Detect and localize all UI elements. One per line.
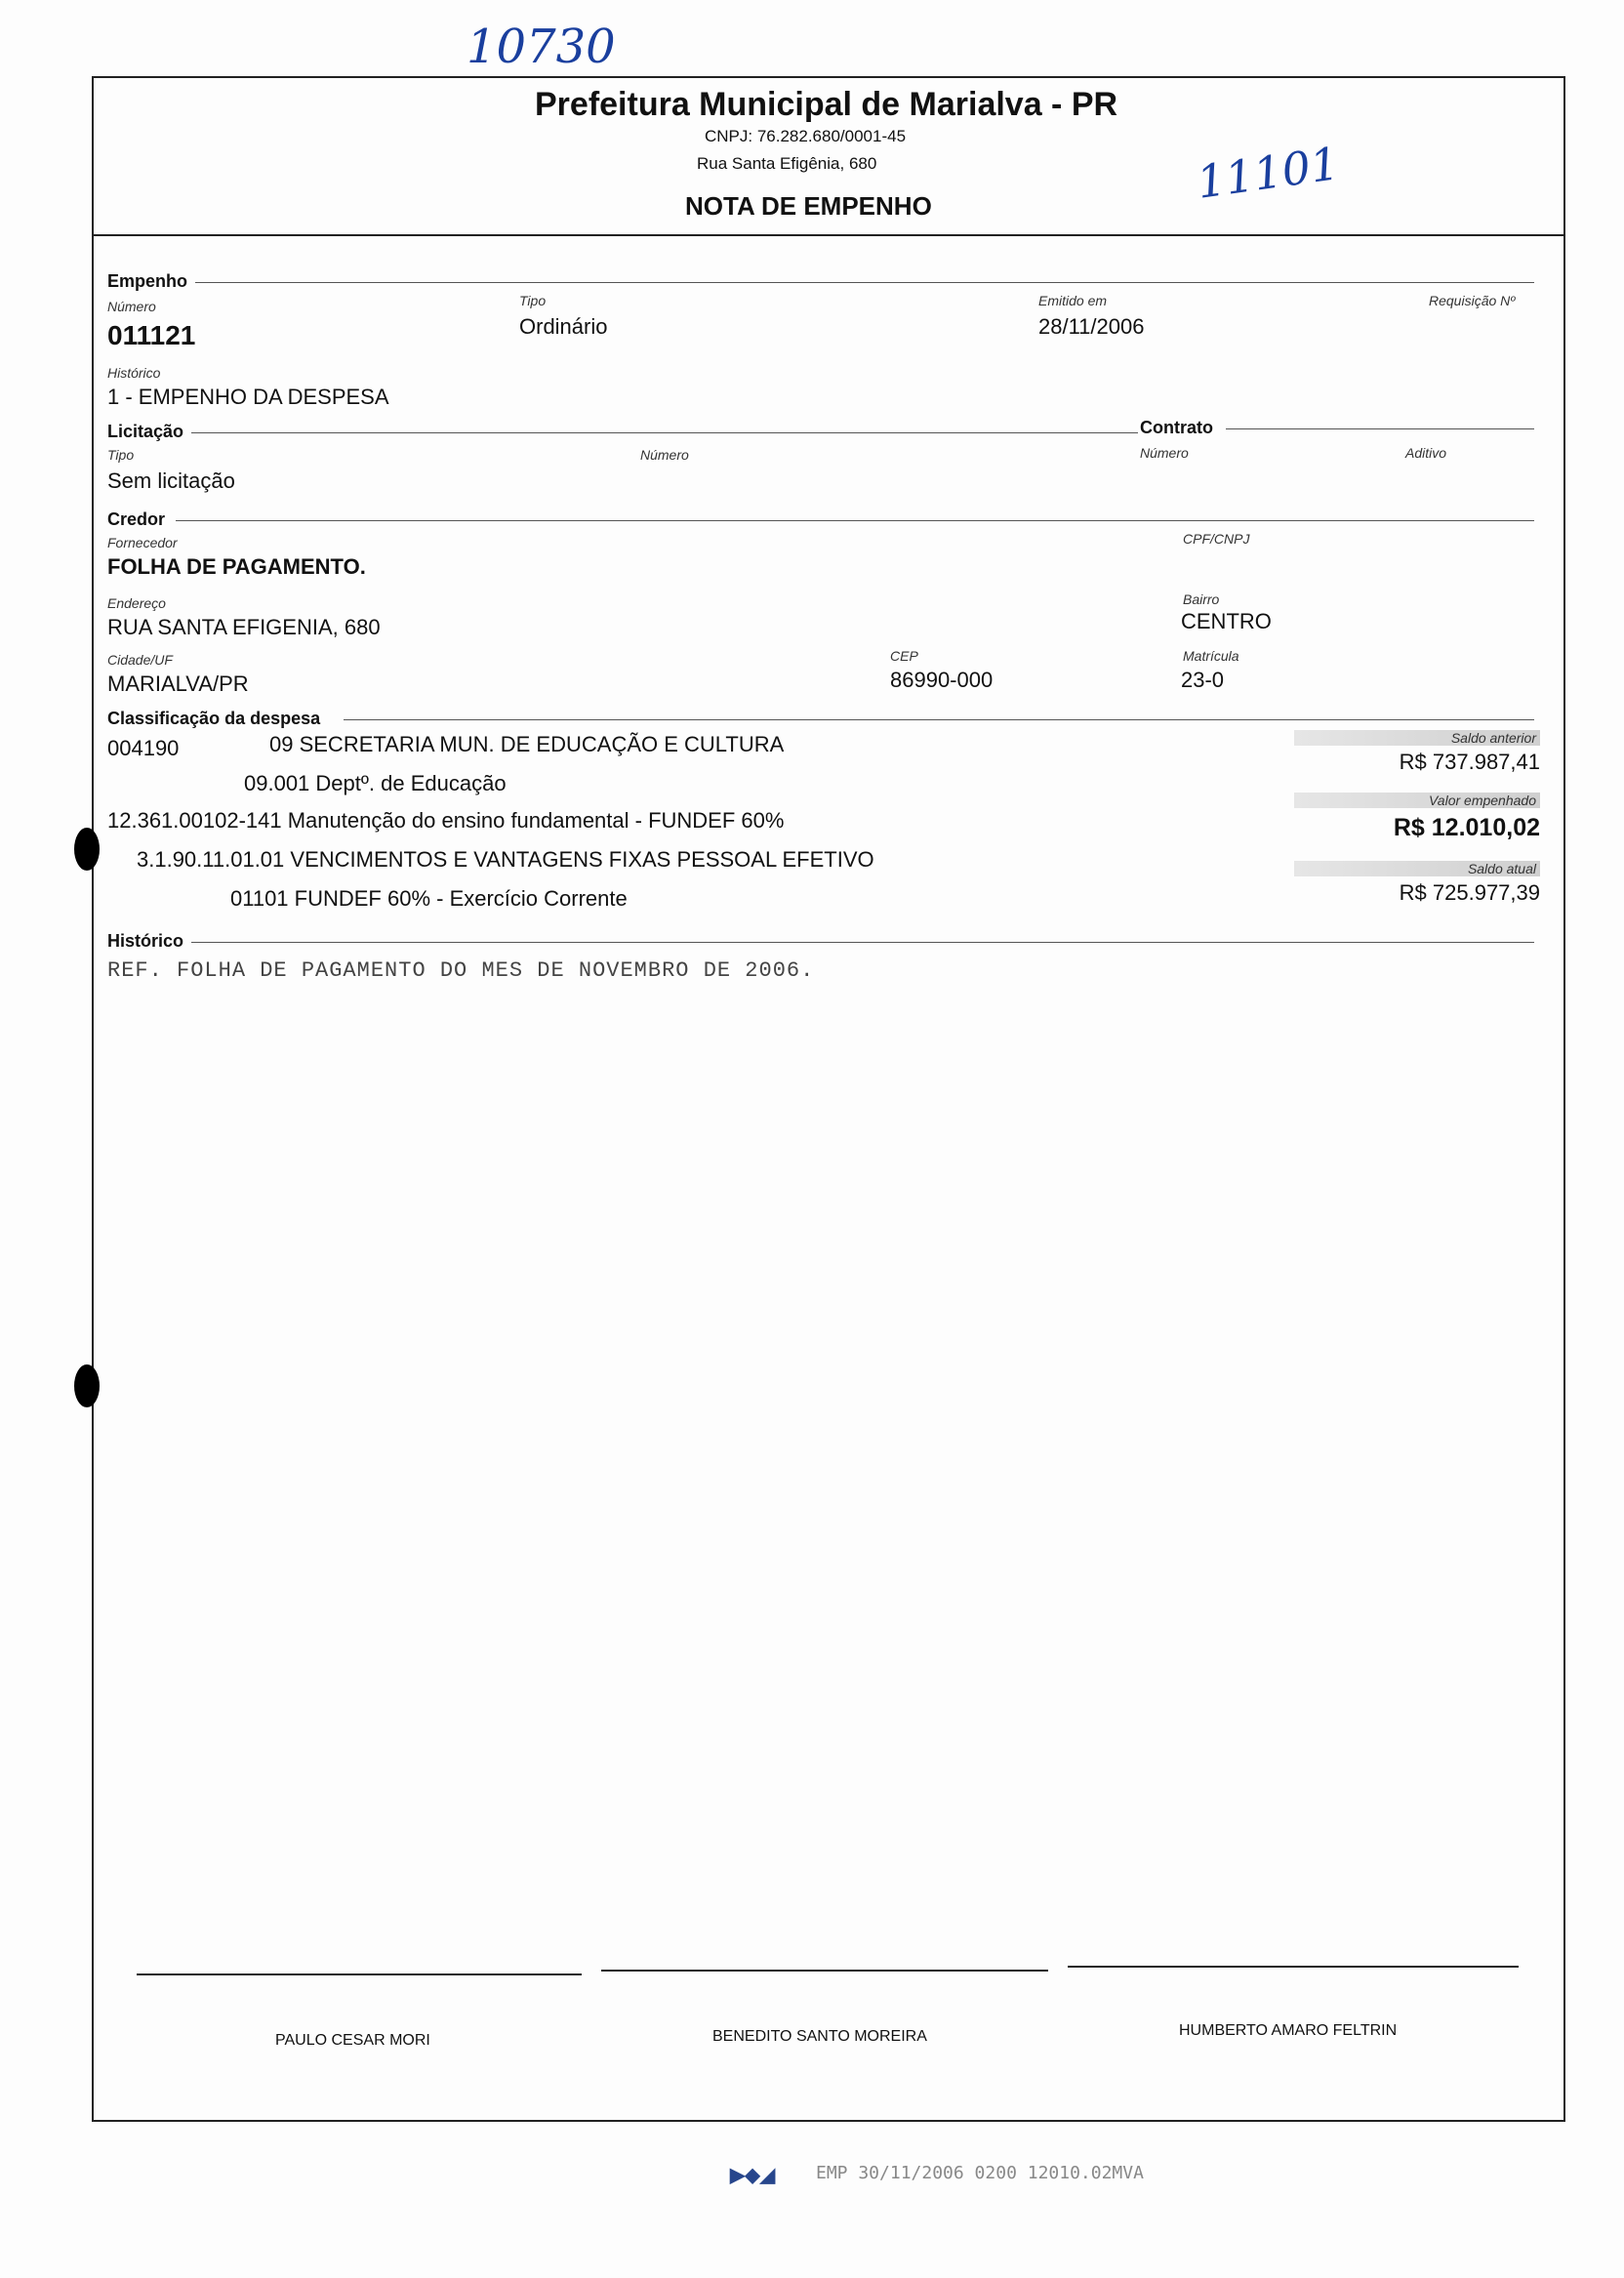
fornecedor: FOLHA DE PAGAMENTO.: [107, 554, 366, 579]
saldo-atual: R$ 725.977,39: [1399, 880, 1540, 905]
classificacao-line5: 01101 FUNDEF 60% - Exercício Corrente: [230, 886, 628, 911]
handwritten-number-top: 10730: [467, 20, 616, 74]
historico-label: Histórico: [107, 365, 161, 381]
licitacao-numero-label: Número: [640, 447, 689, 463]
municipality-title: Prefeitura Municipal de Marialva - PR: [535, 86, 1118, 123]
cpf-label: CPF/CNPJ: [1183, 531, 1250, 547]
signature-name-3: HUMBERTO AMARO FELTRIN: [1179, 2022, 1398, 2039]
signature-line: [1068, 1966, 1519, 1968]
licitacao-tipo-label: Tipo: [107, 447, 135, 463]
classificacao-line4: 3.1.90.11.01.01 VENCIMENTOS E VANTAGENS FIXAS PESSOAL EFETIVO: [137, 847, 874, 872]
emitido-date: 28/11/2006: [1038, 314, 1145, 339]
signature-name-2: BENEDITO SANTO MOREIRA: [712, 2028, 927, 2045]
requisicao-label: Requisição Nº: [1429, 293, 1516, 308]
contrato-aditivo-label: Aditivo: [1405, 445, 1447, 461]
section-credor: Credor: [107, 509, 166, 529]
matricula-label: Matrícula: [1183, 648, 1239, 664]
valor-empenhado-label: Valor empenhado: [1294, 793, 1540, 808]
classificacao-line3: 12.361.00102-141 Manutenção do ensino fundamental - FUNDEF 60%: [107, 808, 785, 833]
endereco: RUA SANTA EFIGENIA, 680: [107, 615, 381, 639]
empenho-historico: 1 - EMPENHO DA DESPESA: [107, 385, 389, 409]
tipo-label: Tipo: [519, 293, 547, 308]
section-historico: Histórico: [107, 931, 184, 951]
cnpj: CNPJ: 76.282.680/0001-45: [705, 127, 907, 145]
punch-hole: [74, 828, 100, 871]
handwritten-number-right: 11101: [1193, 137, 1343, 209]
section-contrato: Contrato: [1140, 418, 1213, 437]
historico-text: REF. FOLHA DE PAGAMENTO DO MES DE NOVEMBRO DE 2006.: [107, 958, 815, 983]
section-rule: [195, 282, 1534, 283]
matricula: 23-0: [1181, 668, 1225, 692]
cidade-label: Cidade/UF: [107, 652, 173, 668]
empenho-tipo: Ordinário: [519, 314, 608, 339]
bairro: CENTRO: [1181, 609, 1272, 633]
section-rule: [1226, 428, 1534, 429]
empenho-numero: 011121: [107, 320, 196, 350]
section-rule: [191, 432, 1138, 433]
address: Rua Santa Efigênia, 680: [697, 154, 877, 173]
bairro-label: Bairro: [1183, 591, 1220, 607]
section-empenho: Empenho: [107, 271, 188, 291]
signature-name-1: PAULO CESAR MORI: [275, 2032, 430, 2049]
numero-label: Número: [107, 299, 156, 314]
stamp-logo-mark: ▶◆◢: [730, 2165, 776, 2186]
cep-label: CEP: [890, 648, 918, 664]
saldo-anterior-label: Saldo anterior: [1294, 730, 1540, 746]
section-rule: [344, 719, 1534, 720]
signature-line: [137, 1973, 582, 1975]
cidade: MARIALVA/PR: [107, 671, 249, 696]
classificacao-code: 004190: [107, 736, 180, 760]
licitacao-tipo: Sem licitação: [107, 468, 235, 493]
classificacao-line2: 09.001 Deptº. de Educação: [244, 771, 507, 795]
emitido-label: Emitido em: [1038, 293, 1108, 308]
document-frame: [92, 76, 1565, 2122]
footer-stamp: EMP 30/11/2006 0200 12010.02MVA: [816, 2163, 1144, 2183]
document-title: NOTA DE EMPENHO: [685, 191, 932, 221]
section-rule: [176, 520, 1534, 521]
saldo-atual-label: Saldo atual: [1294, 861, 1540, 876]
endereco-label: Endereço: [107, 595, 166, 611]
punch-hole: [74, 1364, 100, 1407]
signature-line: [601, 1970, 1048, 1972]
cep: 86990-000: [890, 668, 994, 692]
classificacao-line1: 09 SECRETARIA MUN. DE EDUCAÇÃO E CULTURA: [269, 732, 785, 756]
section-licitacao: Licitação: [107, 422, 184, 441]
valor-empenhado: R$ 12.010,02: [1393, 814, 1540, 841]
fornecedor-label: Fornecedor: [107, 535, 178, 550]
saldo-anterior: R$ 737.987,41: [1399, 750, 1540, 774]
section-classificacao: Classificação da despesa: [107, 709, 321, 728]
contrato-numero-label: Número: [1140, 445, 1189, 461]
section-rule: [191, 942, 1534, 943]
header-divider: [94, 234, 1563, 236]
